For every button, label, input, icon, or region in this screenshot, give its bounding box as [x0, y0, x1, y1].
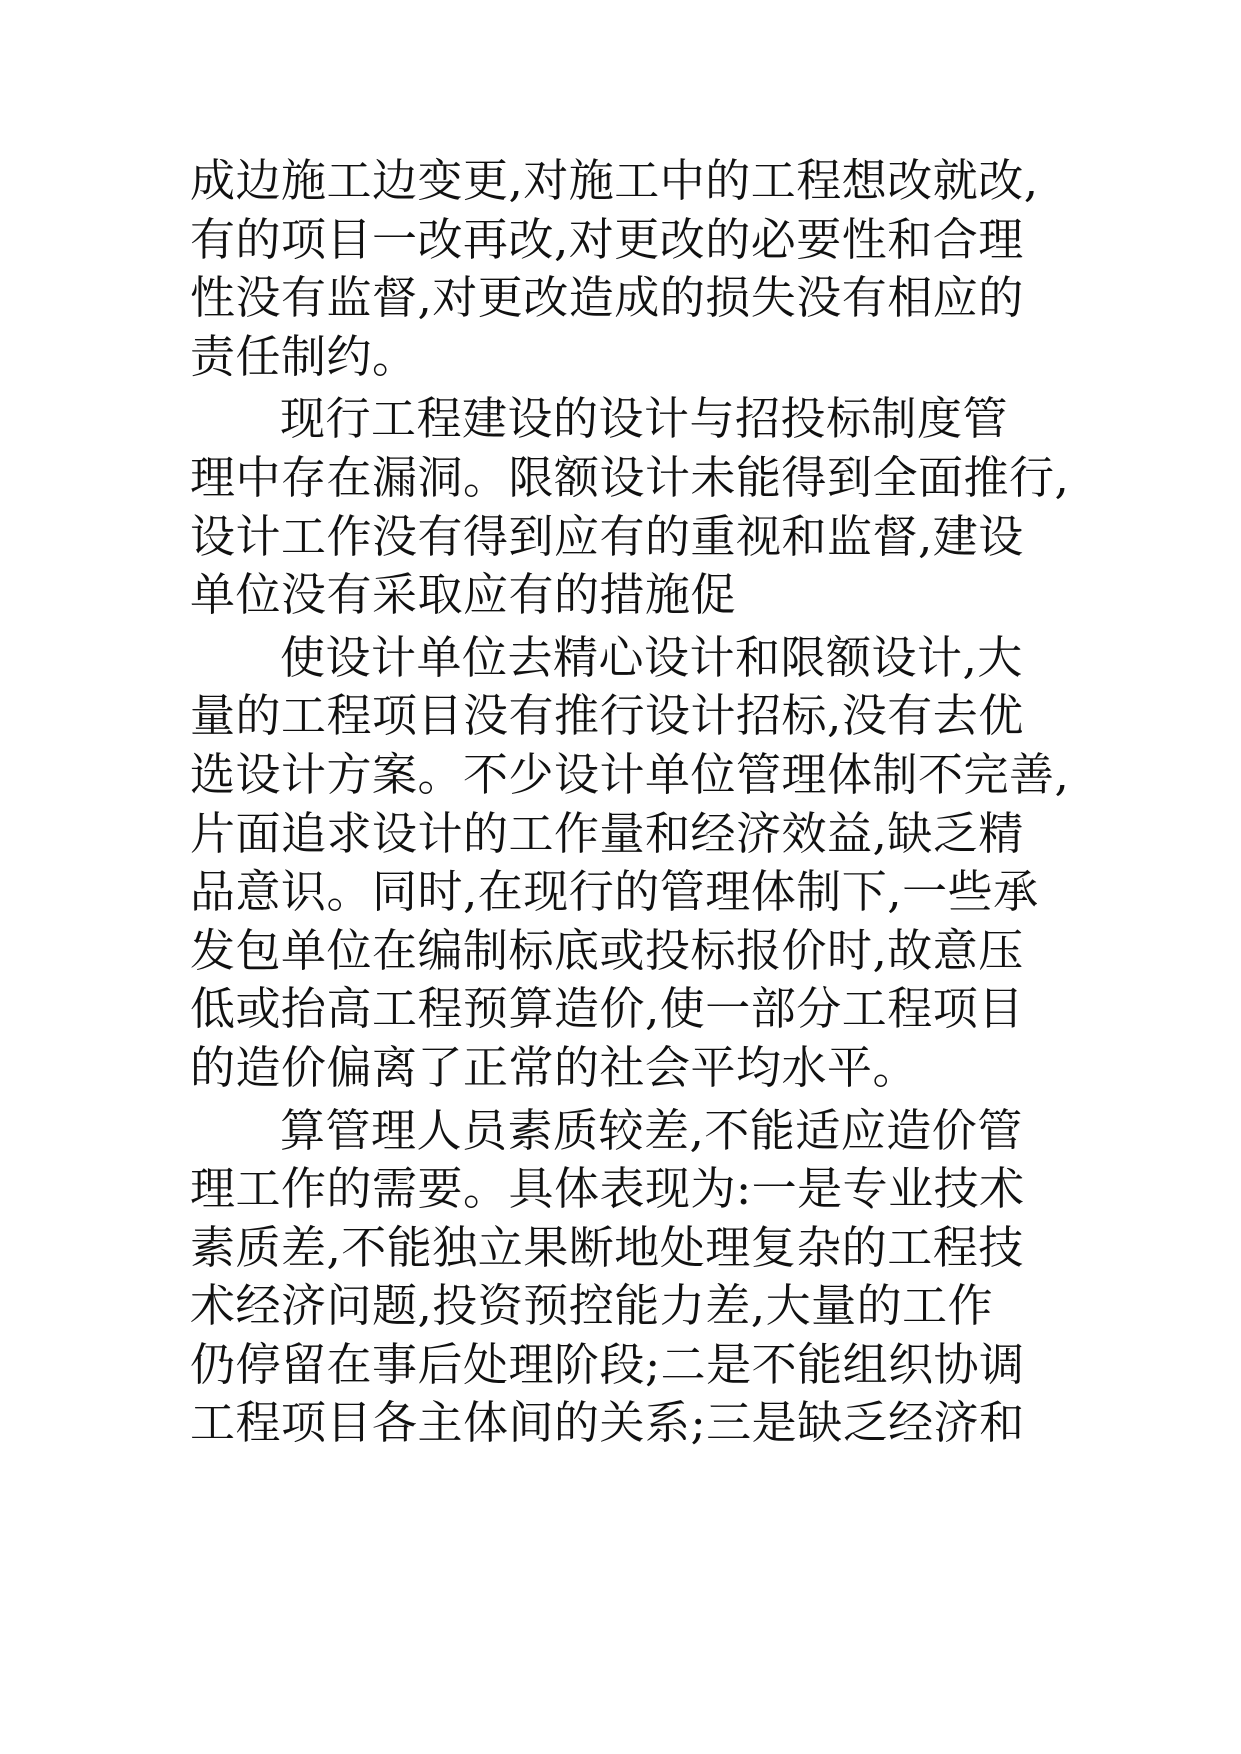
text-line: 的造价偏离了正常的社会平均水平。	[190, 1040, 919, 1094]
paragraph-1	[190, 152, 1090, 386]
text-line: 仍停留在事后处理阶段;二是不能组织协调	[190, 1337, 1025, 1391]
body-text	[190, 152, 1090, 1453]
text-line: 理工作的需要。具体表现为:一是专业技术	[190, 1162, 1025, 1216]
text-line: 理中存在漏洞。限额设计未能得到全面推行,	[190, 450, 1070, 504]
text-line: 算管理人员素质较差,不能适应造价管	[280, 1103, 1023, 1157]
text-line: 片面追求设计的工作量和经济效益,缺乏精	[190, 806, 1024, 860]
text-line: 成边施工边变更,对施工中的工程想改就改,	[190, 154, 1039, 207]
text-line: 发包单位在编制标底或投标报价时,故意压	[190, 923, 1024, 977]
text-line: 设计工作没有得到应有的重视和监督,建设	[190, 509, 1024, 563]
paragraph-2	[190, 390, 1090, 624]
text-line: 量的工程项目没有推行设计招标,没有去优	[190, 689, 1024, 743]
text-line: 选设计方案。不少设计单位管理体制不完善,	[190, 747, 1070, 801]
text-line: 术经济问题,投资预控能力差,大量的工作	[190, 1279, 994, 1333]
text-line: 现行工程建设的设计与招投标制度管	[280, 392, 1009, 446]
paragraph-3	[190, 629, 1090, 1098]
text-line: 素质差,不能独立果断地处理复杂的工程技	[190, 1220, 1024, 1274]
text-line: 工程项目各主体间的关系;三是缺乏经济和	[190, 1396, 1025, 1450]
text-line: 使设计单位去精心设计和限额设计,大	[280, 630, 1023, 684]
text-line: 低或抬高工程预算造价,使一部分工程项目	[190, 982, 1024, 1036]
paragraph-4	[190, 1102, 1090, 1454]
text-line: 性没有监督,对更改造成的损失没有相应的	[190, 271, 1024, 325]
text-line: 有的项目一改再改,对更改的必要性和合理	[190, 212, 1024, 266]
text-line: 品意识。同时,在现行的管理体制下,一些承	[190, 865, 1039, 919]
text-line: 责任制约。	[190, 329, 418, 383]
text-line: 单位没有采取应有的措施促	[190, 568, 737, 622]
